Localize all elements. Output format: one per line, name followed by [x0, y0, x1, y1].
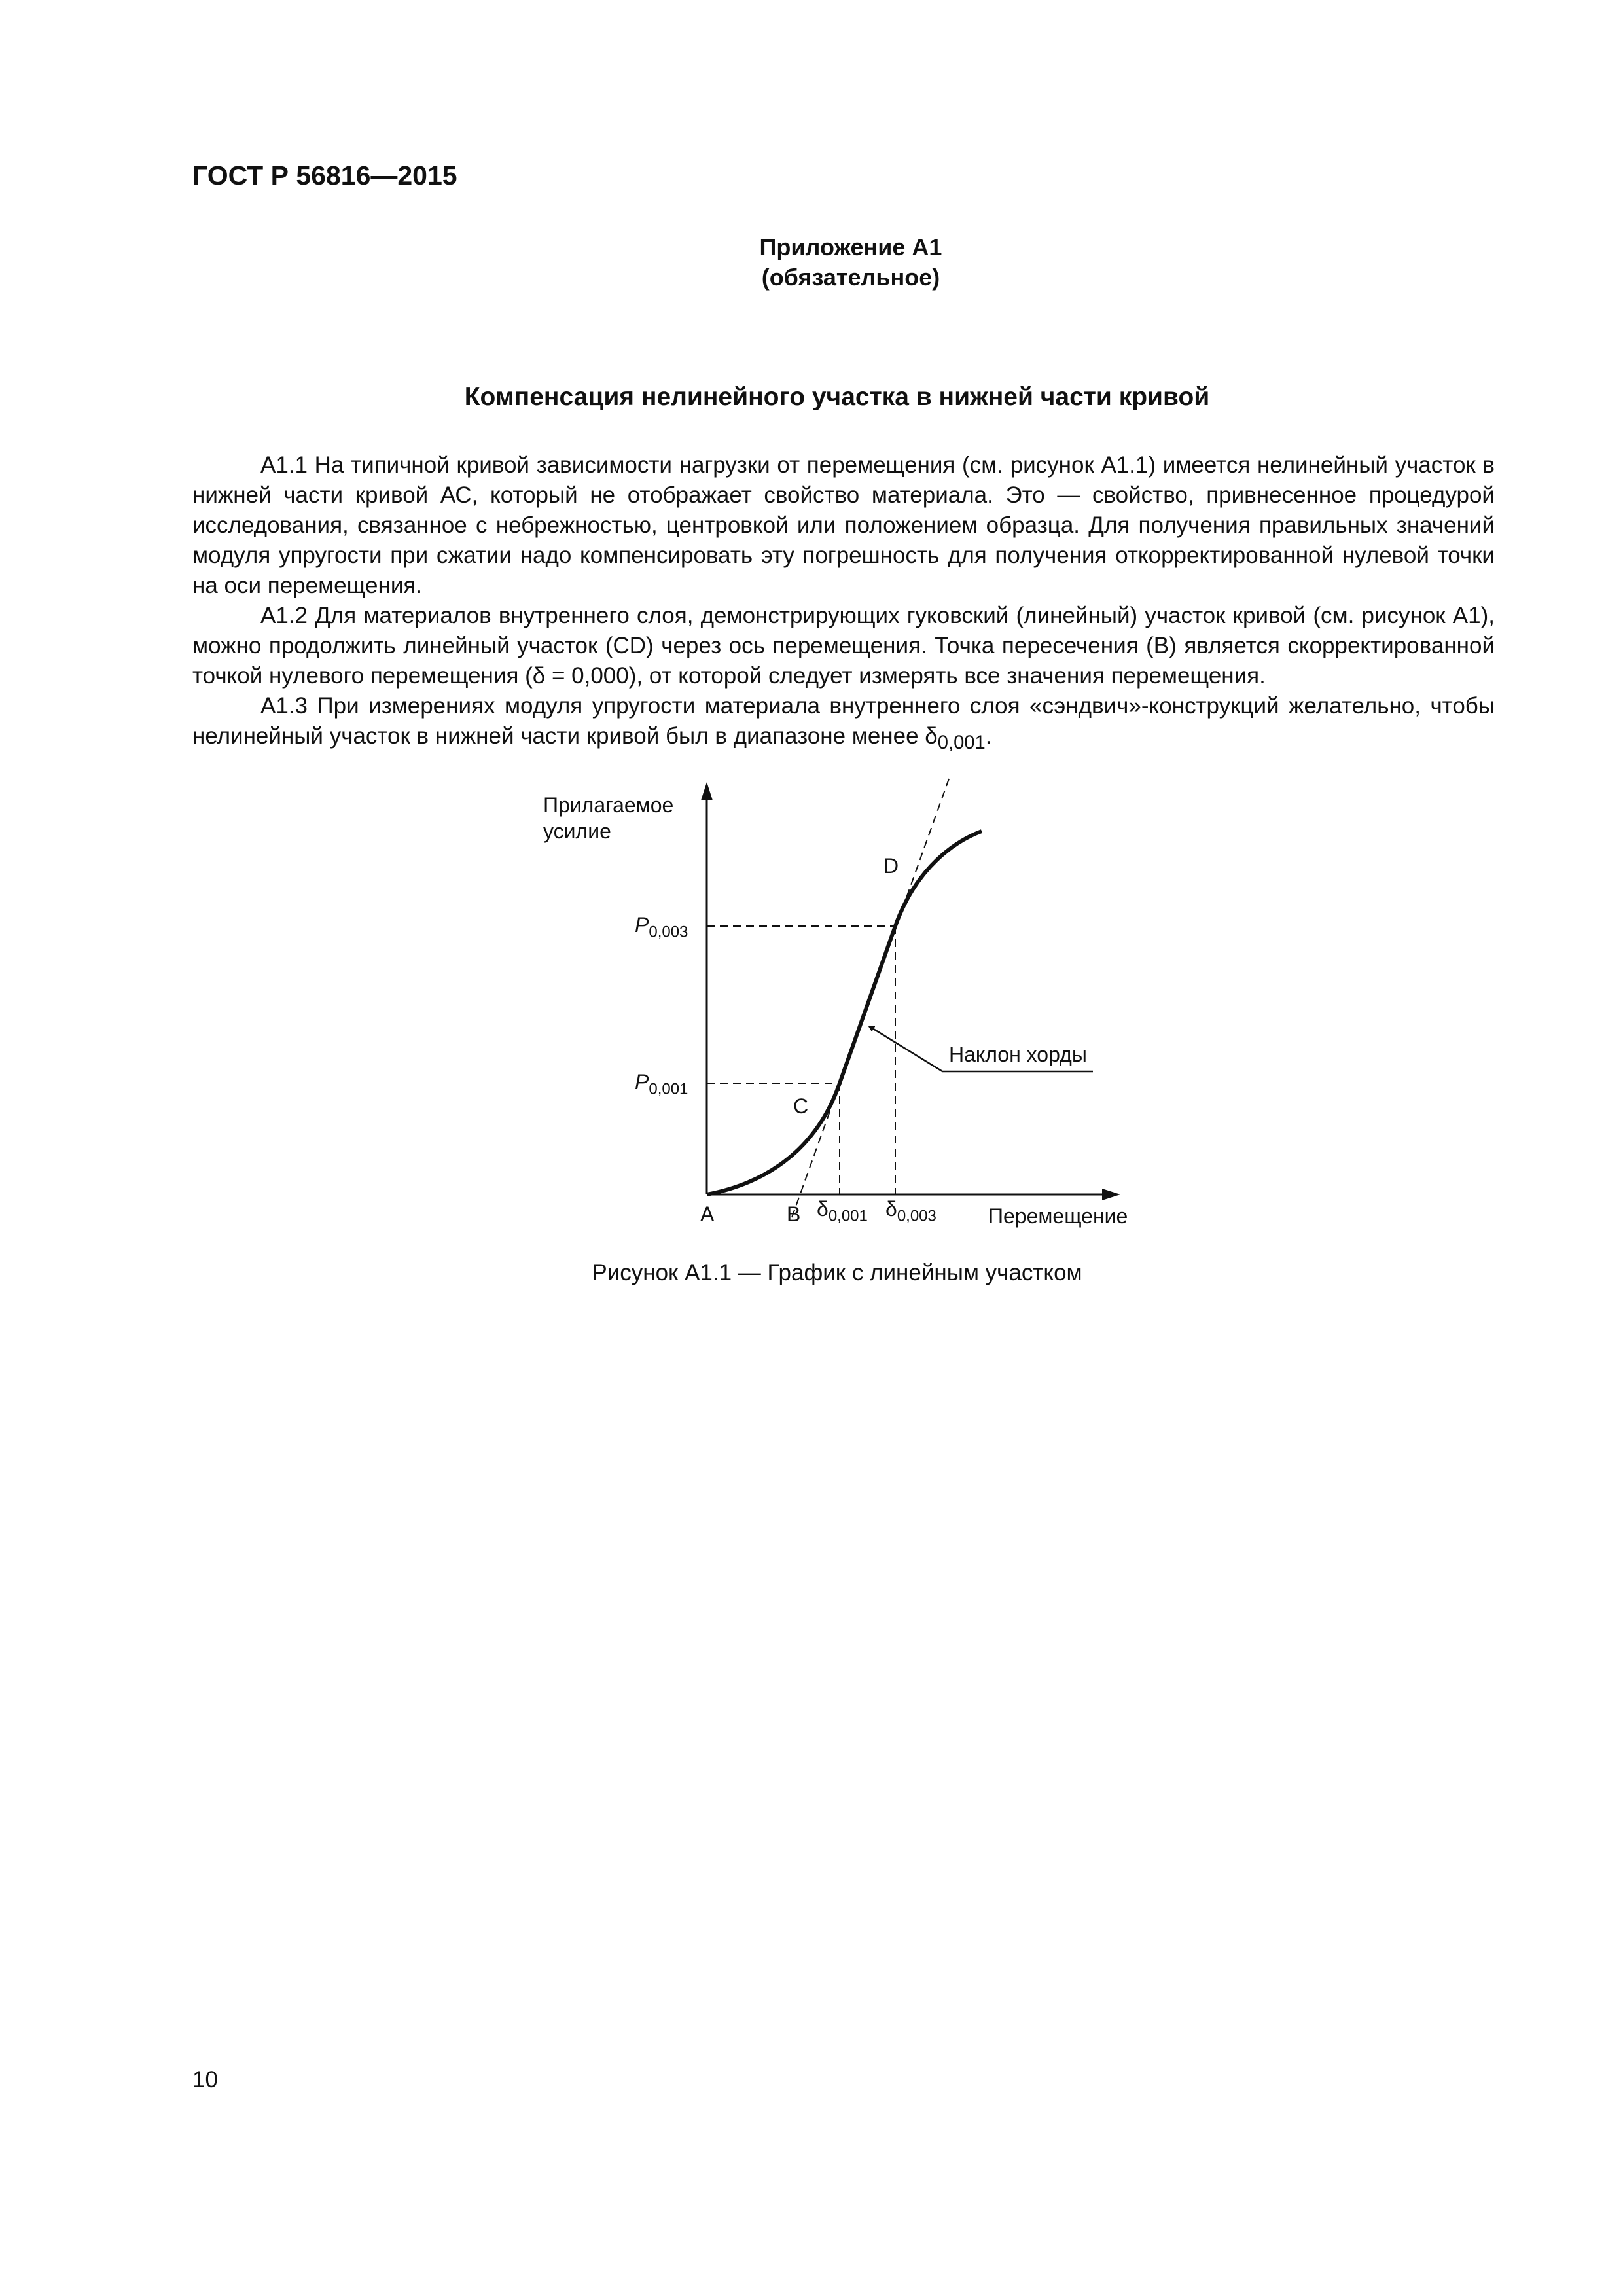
- y-axis-label: [543, 792, 673, 844]
- point-b-label: B: [787, 1202, 801, 1226]
- paragraph-a1-3-text: А1.3 При измерениях модуля упругости материала внутреннего слоя «сэндвич»-конструкций желательно, чтобы нелинейный участок в нижней части кривой был в диапазоне менее δ: [192, 693, 1495, 749]
- x-axis-arrow-icon: [1102, 1189, 1120, 1200]
- d0003-subscript: 0,003: [897, 1207, 936, 1225]
- p0001-symbol: P: [635, 1070, 649, 1094]
- d0001-symbol: δ: [817, 1197, 829, 1221]
- point-d-label: D: [883, 854, 899, 878]
- d0003-symbol: δ: [885, 1197, 897, 1221]
- d0003-label: [885, 1197, 936, 1225]
- appendix-status: (обязательное): [761, 264, 940, 291]
- d0001-subscript: 0,001: [828, 1207, 868, 1225]
- chord-slope-annotation: Наклон хорды: [949, 1043, 1087, 1066]
- page-number: 10: [192, 2067, 218, 2092]
- body-text: [192, 450, 1495, 758]
- load-displacement-curve: [707, 831, 982, 1194]
- figure-caption: Рисунок А1.1 — График с линейным участком: [592, 1260, 1082, 1285]
- y-axis-label-line-2: усилие: [543, 819, 611, 843]
- document-code: ГОСТ Р 56816—2015: [192, 160, 457, 190]
- figure-a1-1: [524, 769, 1178, 1253]
- p0001-label: [635, 1070, 688, 1098]
- y-axis-arrow-icon: [701, 782, 713, 800]
- paragraph-a1-1: А1.1 На типичной кривой зависимости нагрузки от перемещения (см. рисунок А1.1) имеется нелинейный участок в нижней части кривой АС, который не отображает свойство материала. Это — свойство, привнесенное процедурой исследования, связанное с небрежностью, центровкой или положением образца. Для получения правильных значений модуля упругости при сжатии надо компенсировать эту погрешность для получения откорректированной нулевой точки на оси перемещения.: [192, 452, 1495, 598]
- point-a-label: A: [700, 1202, 715, 1226]
- paragraph-a1-3: [192, 691, 1495, 758]
- appendix-heading: [759, 232, 942, 293]
- d0001-label: [817, 1197, 868, 1225]
- p0003-label: [635, 913, 688, 941]
- p0003-symbol: P: [635, 913, 649, 937]
- point-c-label: C: [793, 1094, 809, 1118]
- paragraph-a1-2: А1.2 Для материалов внутреннего слоя, демонстрирующих гуковский (линейный) участок кривой (см. рисунок А1), можно продолжить линейный участок (CD) через ось перемещения. Точка пересечения (В) является скорректированной точкой нулевого перемещения (δ = 0,000), от которой следует измерять все значения перемещения.: [192, 603, 1495, 689]
- p0001-subscript: 0,001: [649, 1080, 688, 1098]
- paragraph-a1-3-end: .: [985, 723, 992, 749]
- x-axis-label: Перемещение: [988, 1204, 1128, 1228]
- paragraph-a1-3-subscript: 0,001: [937, 732, 986, 753]
- section-title: Компенсация нелинейного участка в нижней части кривой: [464, 383, 1210, 411]
- y-axis-label-line-1: Прилагаемое: [543, 793, 674, 817]
- appendix-title: Приложение А1: [759, 234, 942, 260]
- p0003-subscript: 0,003: [649, 923, 688, 941]
